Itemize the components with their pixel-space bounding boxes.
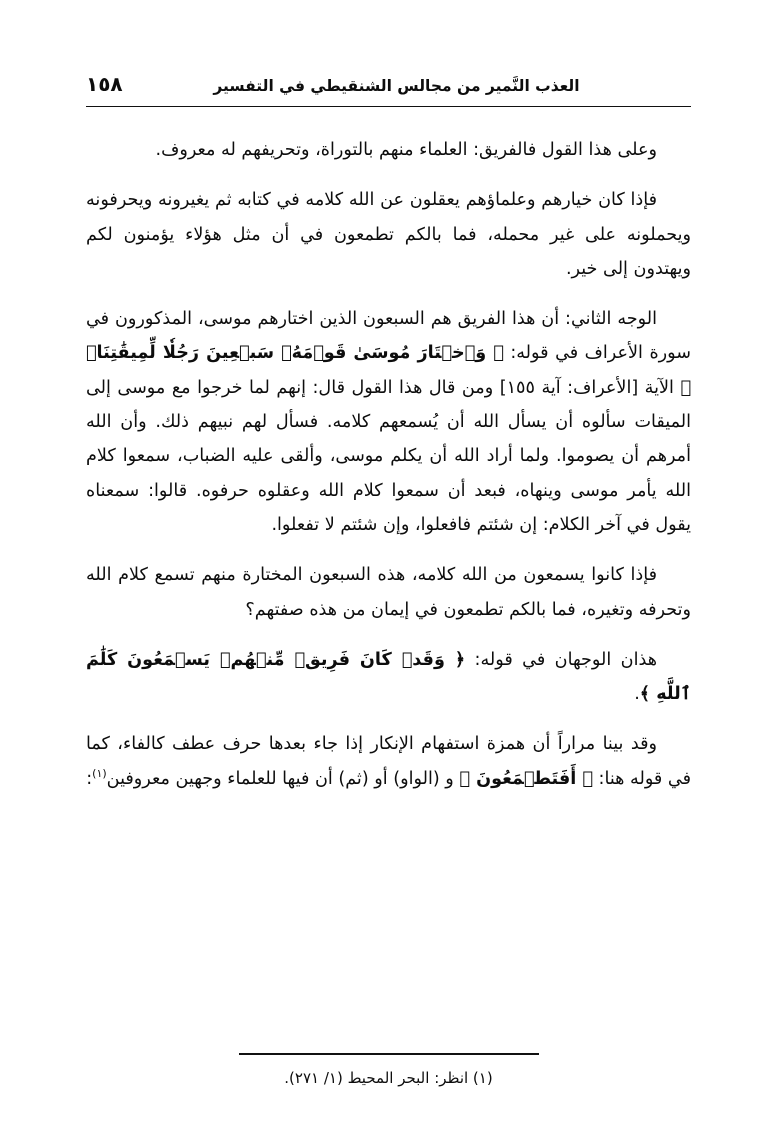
paragraph-2: فإذا كان خيارهم وعلماؤهم يعقلون عن الله كلامه في كتابه ثم يغيرونه ويحرفونه ويحملونه على غير محمله، فما بالكم تطمعون في أن مثل هؤلاء يؤمنون لكم ويهتدون إلى خير. xyxy=(86,190,691,279)
book-title: العذب النَّمير من مجالس الشنقيطي في التفسير xyxy=(213,77,580,95)
paragraph-6-text-before: وقد بينا مراراً أن همزة استفهام الإنكار إذا جاء بعدها حرف عطف كالفاء، كما في قوله هنا: xyxy=(86,734,691,789)
quran-quote-afatatmaoon: ﴿ أَفَتَطۡمَعُونَ ﴾ xyxy=(459,768,593,789)
paragraph-3 xyxy=(86,302,691,542)
quran-quote-baqara-75: ﴿ وَقَدۡ كَانَ فَرِيقٞ مِّنۡهُمۡ يَسۡمَعُونَ كَلَٰمَ ٱللَّهِ ﴾ xyxy=(86,649,691,705)
footnote-divider xyxy=(239,1053,539,1055)
page-header xyxy=(86,72,691,107)
paragraph-6-end: : xyxy=(86,768,93,789)
page-body xyxy=(86,133,691,796)
paragraph-3-text-after: الآية [الأعراف: آية ١٥٥] ومن قال هذا القول قال: إنهم لما خرجوا مع موسى إلى الميقات سألوه أن يسأل الله أن يُسمعهم كلامه. فسأل لهم نبيهم ذلك. وأن الله أمرهم أن يصوموا. ولما أراد الله أن يكلم موسى، وألقى عليه الضباب، سمعوا كلام الله يأمر موسى وينهاه، فبعد أن سمعوا كلام الله وعقلوه حرفوه. قالوا: سمعناه يقول في آخر الكلام: إن شئتم فافعلوا، وإن شئتم لا تفعلوا. xyxy=(86,377,691,535)
paragraph-1: وعلى هذا القول فالفريق: العلماء منهم بالتوراة، وتحريفهم له معروف. xyxy=(155,140,657,160)
footnote-marker-1: (١) xyxy=(92,766,107,780)
paragraph-5 xyxy=(86,643,691,712)
paragraph-6 xyxy=(86,727,691,796)
footnote-1: (١) انظر: البحر المحيط (١/ ٢٧١). xyxy=(284,1069,493,1087)
page-number: ١٥٨ xyxy=(86,72,123,96)
paragraph-4: فإذا كانوا يسمعون من الله كلامه، هذه السبعون المختارة منهم تسمع كلام الله وتحرفه وتغيره، فما بالكم تطمعون في إيمان من هذه صفتهم؟ xyxy=(86,565,691,620)
paragraph-5-text-before: هذان الوجهان في قوله: xyxy=(465,649,657,670)
paragraph-6-text-after: و (الواو) أو (ثم) أن فيها للعلماء وجهين معروفين xyxy=(106,768,460,789)
paragraph-5-text-after: . xyxy=(634,684,640,705)
quran-quote-araf-155: ﴿ وَٱخۡتَارَ مُوسَىٰ قَوۡمَهُۥ سَبۡعِينَ رَجُلٗا لِّمِيقَٰتِنَاۖ ﴾ xyxy=(86,343,691,398)
footnote-section xyxy=(86,1053,691,1092)
paragraph-3-text-before: الوجه الثاني: أن هذا الفريق هم السبعون الذين اختارهم موسى، المذكورون في سورة الأعراف في قوله: xyxy=(86,309,692,364)
